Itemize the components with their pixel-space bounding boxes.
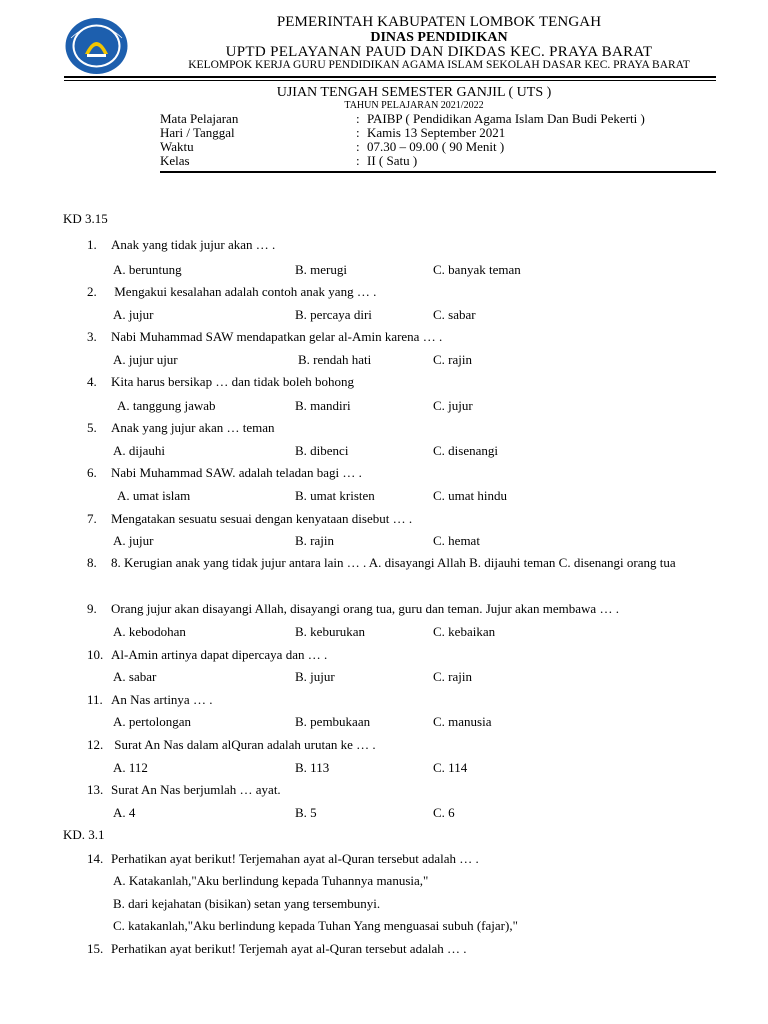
tut-wuri-handayani-logo <box>63 16 130 76</box>
question-text: Perhatikan ayat berikut! Terjemahan ayat al-Quran tersebut adalah … . <box>111 851 479 866</box>
section-heading: KD. 3.1 <box>63 827 105 842</box>
option-a: A. Katakanlah,"Aku berlindung kepada Tuhannya manusia," <box>113 873 429 888</box>
question-number: 6. <box>87 465 97 480</box>
letterhead-divider <box>64 76 716 78</box>
option-b: B. keburukan <box>295 624 366 639</box>
question-number: 4. <box>87 374 97 389</box>
question-number: 8. <box>87 555 97 570</box>
option-a: A. pertolongan <box>113 714 191 729</box>
question-text: Anak yang jujur akan … teman <box>111 420 275 435</box>
question-14 <box>87 851 479 867</box>
question-number: 2. <box>87 284 97 299</box>
option-b: B. 5 <box>295 805 317 820</box>
info-separator: : <box>356 153 360 168</box>
question-text: Mengatakan sesuatu sesuai dengan kenyataan disebut … . <box>111 511 413 526</box>
option-b: B. dari kejahatan (bisikan) setan yang tersembunyi. <box>113 896 381 911</box>
option-c: C. manusia <box>433 714 492 729</box>
option-c: C. katakanlah,"Aku berlindung kepada Tuhan Yang menguasai subuh (fajar)," <box>113 918 518 933</box>
option-c: C. kebaikan <box>433 624 496 639</box>
question-number: 11. <box>87 692 103 707</box>
exam-title: UJIAN TENGAH SEMESTER GANJIL ( UTS ) <box>276 85 552 100</box>
option-c: C. 114 <box>433 760 468 775</box>
question-text: Surat An Nas berjumlah … ayat. <box>111 782 281 797</box>
question-11 <box>87 692 212 708</box>
info-value: 07.30 – 09.00 ( 90 Menit ) <box>367 139 505 154</box>
info-separator: : <box>356 111 360 126</box>
question-text: Nabi Muhammad SAW mendapatkan gelar al-Amin karena … . <box>111 329 443 344</box>
info-separator: : <box>356 125 360 140</box>
option-b: B. percaya diri <box>295 307 372 322</box>
question-15 <box>87 941 466 957</box>
option-a: A. beruntung <box>113 262 182 277</box>
question-10 <box>87 647 327 663</box>
question-8 <box>87 552 687 574</box>
option-b: B. mandiri <box>295 398 351 413</box>
question-number: 5. <box>87 420 97 435</box>
info-divider <box>160 171 716 173</box>
question-6 <box>87 465 362 481</box>
option-c: C. jujur <box>433 398 473 413</box>
question-text: Nabi Muhammad SAW. adalah teladan bagi … . <box>111 465 362 480</box>
question-text: Kita harus bersikap … dan tidak boleh bohong <box>111 374 354 389</box>
option-c: C. banyak teman <box>433 262 521 277</box>
question-12 <box>87 737 376 753</box>
question-number: 7. <box>87 511 97 526</box>
question-number: 10. <box>87 647 104 662</box>
info-label: Kelas <box>160 153 190 168</box>
info-value: II ( Satu ) <box>367 153 418 168</box>
question-5 <box>87 420 275 436</box>
question-text: Surat An Nas dalam alQuran adalah urutan ke … . <box>111 737 376 752</box>
option-c: C. disenangi <box>433 443 498 458</box>
question-text: An Nas artinya … . <box>111 692 213 707</box>
option-a: A. sabar <box>113 669 157 684</box>
question-number: 1. <box>87 237 97 252</box>
question-3 <box>87 329 442 345</box>
section-heading: KD 3.15 <box>63 211 108 226</box>
option-c: C. rajin <box>433 352 472 367</box>
info-label: Hari / Tanggal <box>160 125 235 140</box>
info-value: PAIBP ( Pendidikan Agama Islam Dan Budi Pekerti ) <box>367 111 645 126</box>
question-number: 14. <box>87 851 104 866</box>
option-b: B. 113 <box>295 760 330 775</box>
question-text: Orang jujur akan disayangi Allah, disayangi orang tua, guru dan teman. Jujur akan membawa … . <box>111 601 619 616</box>
letterhead-government: PEMERINTAH KABUPATEN LOMBOK TENGAH <box>276 14 602 30</box>
option-a: A. kebodohan <box>113 624 186 639</box>
option-a: A. dijauhi <box>113 443 165 458</box>
option-a: A. 112 <box>113 760 148 775</box>
option-b: B. pembukaan <box>295 714 371 729</box>
question-4 <box>87 374 354 390</box>
letterhead-unit: UPTD PELAYANAN PAUD DAN DIKDAS KEC. PRAYA BARAT <box>225 44 653 60</box>
question-2 <box>87 284 376 300</box>
question-number: 9. <box>87 601 97 616</box>
question-9 <box>87 601 619 617</box>
question-number: 15. <box>87 941 104 956</box>
option-c: C. umat hindu <box>433 488 508 503</box>
question-number: 12. <box>87 737 104 752</box>
letterhead-working-group: KELOMPOK KERJA GURU PENDIDIKAN AGAMA ISLAM SEKOLAH DASAR KEC. PRAYA BARAT <box>188 59 690 71</box>
info-separator: : <box>356 139 360 154</box>
question-text: Anak yang tidak jujur akan … . <box>111 237 276 252</box>
exam-year: TAHUN PELAJARAN 2021/2022 <box>344 100 484 111</box>
option-b: B. merugi <box>295 262 347 277</box>
option-a: A. jujur ujur <box>113 352 178 367</box>
letterhead-department: DINAS PENDIDIKAN <box>370 30 508 45</box>
option-a: A. umat islam <box>117 488 191 503</box>
option-a: A. tanggung jawab <box>117 398 216 413</box>
question-text: 8. Kerugian anak yang tidak jujur antara lain … . A. disayangi Allah B. dijauhi teman C. disenangi orang tua <box>111 555 676 570</box>
question-7 <box>87 511 412 527</box>
question-number: 13. <box>87 782 104 797</box>
question-text: Mengakui kesalahan adalah contoh anak yang … . <box>111 284 377 299</box>
letterhead-divider-thin <box>64 80 716 81</box>
option-c: C. 6 <box>433 805 455 820</box>
question-text: Al-Amin artinya dapat dipercaya dan … . <box>111 647 328 662</box>
info-value: Kamis 13 September 2021 <box>367 125 506 140</box>
option-c: C. sabar <box>433 307 476 322</box>
option-b: B. umat kristen <box>295 488 375 503</box>
option-b: B. rajin <box>295 533 334 548</box>
option-c: C. hemat <box>433 533 480 548</box>
info-label: Mata Pelajaran <box>160 111 239 126</box>
question-13 <box>87 782 281 798</box>
option-b: B. jujur <box>295 669 335 684</box>
option-b: B. rendah hati <box>298 352 372 367</box>
option-a: A. jujur <box>113 533 154 548</box>
question-1 <box>87 237 275 253</box>
info-label: Waktu <box>160 139 194 154</box>
option-c: C. rajin <box>433 669 472 684</box>
option-a: A. 4 <box>113 805 136 820</box>
option-b: B. dibenci <box>295 443 349 458</box>
question-number: 3. <box>87 329 97 344</box>
option-a: A. jujur <box>113 307 154 322</box>
question-text: Perhatikan ayat berikut! Terjemah ayat al-Quran tersebut adalah … . <box>111 941 467 956</box>
